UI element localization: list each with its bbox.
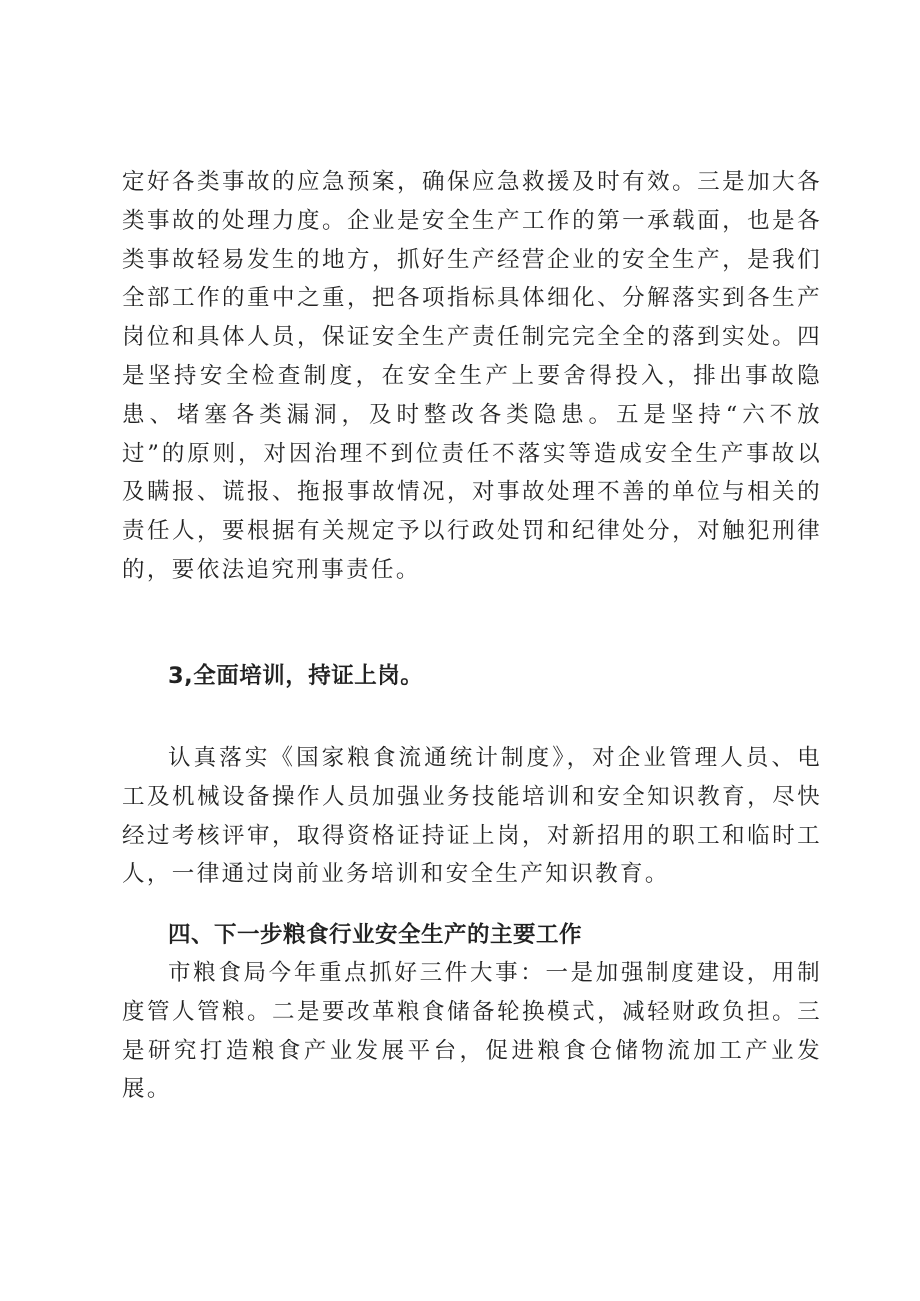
- section-heading-training: 3,全面培训，持证上岗。: [168, 663, 424, 689]
- section-heading-next-steps: 四、下一步粮食行业安全生产的主要工作: [168, 922, 583, 948]
- body-paragraph-training: 认真落实《国家粮食流通统计制度》，对企业管理人员、电工及机械设备操作人员加强业务技能培训和安全知识教育，尽快经过考核评审，取得资格证持证上岗，对新招用的职工和临时工人，一律通过岗前业务培训和安全生产知识教育。: [122, 745, 822, 888]
- body-paragraph-accident-handling: 定好各类事故的应急预案，确保应急救援及时有效。三是加大各类事故的处理力度。企业是安全生产工作的第一承载面，也是各类事故轻易发生的地方，抓好生产经营企业的安全生产，是我们全部工作的重中之重，把各项指标具体细化、分解落实到各生产岗位和具体人员，保证安全生产责任制完完全全的落到实处。四是坚持安全检查制度，在安全生产上要舍得投入，排出事故隐患、堵塞各类漏洞，及时整改各类隐患。五是坚持“六不放过”的原则，对因治理不到位责任不落实等造成安全生产事故以及瞒报、谎报、拖报事故情况，对事故处理不善的单位与相关的责任人，要根据有关规定予以行政处罚和纪律处分，对触犯刑律的，要依法追究刑事责任。: [122, 169, 822, 583]
- body-paragraph-next-steps: 市粮食局今年重点抓好三件大事：一是加强制度建设，用制度管人管粮。二是要改革粮食储备轮换模式，减轻财政负担。三是研究打造粮食产业发展平台，促进粮食仓储物流加工产业发展。: [122, 960, 822, 1103]
